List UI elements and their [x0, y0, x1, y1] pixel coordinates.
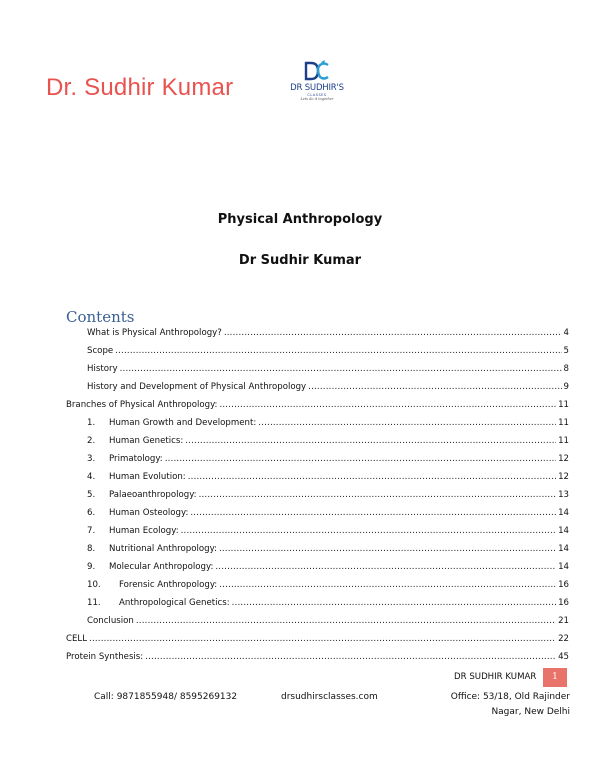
- toc-entry-number: 10.: [87, 580, 101, 590]
- toc-entry-title: Protein Synthesis:: [66, 652, 144, 662]
- toc-entry[interactable]: [87, 472, 569, 486]
- toc-entry-page: 14: [558, 526, 569, 536]
- toc-entry-title: CELL: [66, 634, 88, 644]
- toc-entry-page: 12: [558, 472, 569, 482]
- toc-entry-page: 21: [558, 616, 569, 626]
- toc-entry[interactable]: [87, 418, 569, 432]
- toc-heading: Contents: [66, 308, 135, 326]
- toc-entry-title: Anthropological Genetics:: [119, 598, 230, 608]
- toc-entry-title: Human Genetics:: [109, 436, 184, 446]
- footer-phone: Call: 9871855948/ 8595269132: [94, 692, 238, 702]
- toc-entry-page: 16: [558, 580, 569, 590]
- toc-dot-leader: [185, 436, 556, 446]
- toc-entry-title: What is Physical Anthropology?: [87, 328, 222, 338]
- toc-dot-leader: [215, 562, 556, 572]
- toc-dot-leader: [219, 544, 556, 554]
- toc-entry[interactable]: [87, 544, 569, 558]
- toc-entry[interactable]: [87, 526, 569, 540]
- toc-dot-leader: [232, 598, 556, 608]
- toc-entry[interactable]: [87, 508, 569, 522]
- toc-entry-number: 2.: [87, 436, 96, 446]
- toc-entry-number: 8.: [87, 544, 96, 554]
- toc-entry-title: Human Osteology:: [109, 508, 189, 518]
- toc-dot-leader: [190, 508, 556, 518]
- toc-entry-number: 11.: [87, 598, 101, 608]
- toc-entry-title: Scope: [87, 346, 114, 356]
- toc-entry-title: Conclusion: [87, 616, 134, 626]
- dc-monogram-icon: [303, 60, 331, 82]
- toc-entry-title: Nutritional Anthropology:: [109, 544, 217, 554]
- page-number: 1: [543, 668, 567, 687]
- toc-entry-page: 11: [558, 436, 569, 446]
- toc-dot-leader: [199, 490, 557, 500]
- toc-entry[interactable]: [87, 382, 569, 396]
- toc-entry-title: Human Ecology:: [109, 526, 179, 536]
- toc-entry[interactable]: [87, 364, 569, 378]
- toc-entry-page: 13: [558, 490, 569, 500]
- toc-entry[interactable]: [87, 436, 569, 450]
- toc-entry-page: 5: [563, 346, 569, 356]
- toc-entry-title: Palaeoanthropology:: [109, 490, 197, 500]
- toc-entry-page: 45: [558, 652, 569, 662]
- toc-dot-leader: [145, 652, 556, 662]
- toc-entry[interactable]: [87, 454, 569, 468]
- toc-entry-title: Molecular Anthropology:: [109, 562, 214, 572]
- toc-dot-leader: [136, 616, 556, 626]
- toc-dot-leader: [165, 454, 556, 464]
- toc-dot-leader: [188, 472, 556, 482]
- toc-entry-title: History: [87, 364, 118, 374]
- toc-entry[interactable]: [87, 580, 569, 594]
- toc-entry-title: Human Growth and Development:: [109, 418, 257, 428]
- logo-name: DR SUDHIR'S: [290, 83, 344, 93]
- toc-entry-page: 16: [558, 598, 569, 608]
- toc-dot-leader: [219, 400, 556, 410]
- toc-entry[interactable]: [87, 598, 569, 612]
- toc-dot-leader: [308, 382, 561, 392]
- document-title: Physical Anthropology: [217, 212, 383, 227]
- toc-dot-leader: [181, 526, 556, 536]
- toc-entry-page: 11: [558, 418, 569, 428]
- toc-dot-leader: [224, 328, 562, 338]
- toc-entry-title: Branches of Physical Anthropology:: [66, 400, 218, 410]
- toc-dot-leader: [115, 346, 561, 356]
- logo-tagline: Lets do it together: [300, 97, 334, 101]
- toc-entry-page: 12: [558, 454, 569, 464]
- toc-entry[interactable]: [87, 346, 569, 360]
- toc-entry-number: 5.: [87, 490, 96, 500]
- toc-entry-title: Forensic Anthropology:: [119, 580, 218, 590]
- toc-entry-number: 7.: [87, 526, 96, 536]
- document-author: Dr Sudhir Kumar: [238, 253, 362, 268]
- toc-entry-title: Primatology:: [109, 454, 163, 464]
- toc-entry[interactable]: [66, 634, 569, 648]
- logo-subtitle: CLASSES: [307, 93, 327, 97]
- toc-entry-page: 14: [558, 544, 569, 554]
- toc-entry[interactable]: [87, 490, 569, 504]
- footer-office-address: Office: 53/18, Old Rajinder Nagar, New Delhi: [450, 692, 570, 717]
- brand-logo: [286, 60, 348, 106]
- toc-entry-page: 8: [563, 364, 569, 374]
- toc-entry-page: 11: [558, 400, 569, 410]
- footer-author-name: DR SUDHIR KUMAR: [454, 672, 537, 682]
- toc-entry-page: 14: [558, 562, 569, 572]
- toc-entry-page: 14: [558, 508, 569, 518]
- toc-entry-page: 4: [563, 328, 569, 338]
- footer-website[interactable]: drsudhirsclasses.com: [281, 692, 378, 702]
- toc-entry-number: 6.: [87, 508, 96, 518]
- toc-entry[interactable]: [66, 652, 569, 666]
- toc-entry-number: 1.: [87, 418, 96, 428]
- toc-entry-page: 9: [563, 382, 569, 392]
- toc-entry-number: 9.: [87, 562, 96, 572]
- toc-dot-leader: [219, 580, 556, 590]
- toc-entry-title: History and Development of Physical Anthropology: [87, 382, 307, 392]
- toc-entry[interactable]: [66, 400, 569, 414]
- toc-entry-page: 22: [558, 634, 569, 644]
- author-header: Dr. Sudhir Kumar: [46, 74, 234, 101]
- toc-dot-leader: [120, 364, 562, 374]
- toc-entry-number: 4.: [87, 472, 96, 482]
- toc-entry[interactable]: [87, 616, 569, 630]
- toc-dot-leader: [89, 634, 556, 644]
- toc-entry-number: 3.: [87, 454, 96, 464]
- toc-entry[interactable]: [87, 328, 569, 342]
- toc-entry[interactable]: [87, 562, 569, 576]
- toc-entry-title: Human Evolution:: [109, 472, 186, 482]
- toc-dot-leader: [258, 418, 556, 428]
